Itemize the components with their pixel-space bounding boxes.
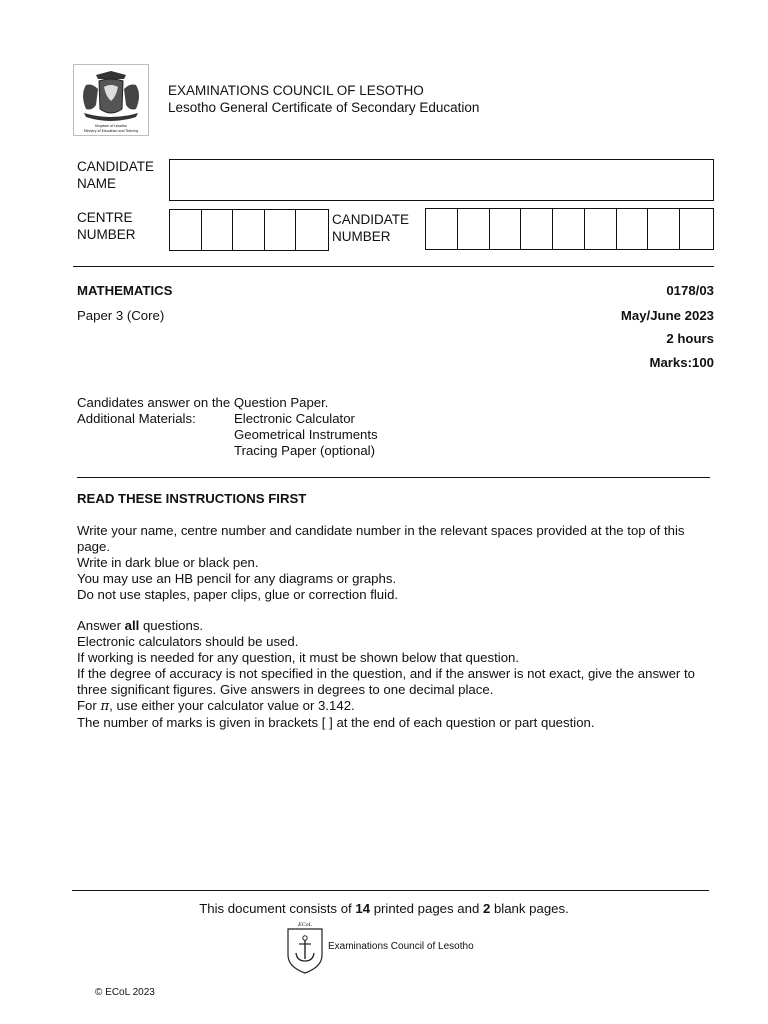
- candidate-number-field[interactable]: [425, 208, 714, 250]
- instruction-line: Write your name, centre number and candidate number in the relevant spaces provided at the top of this page.: [77, 523, 685, 554]
- certificate-name: Lesotho General Certificate of Secondary Education: [168, 100, 480, 115]
- candidate-name-field[interactable]: [169, 159, 714, 201]
- exam-duration: 2 hours: [666, 331, 714, 346]
- footer-divider: [72, 890, 709, 891]
- svg-text:Ministry of Education and Trai: Ministry of Education and Training: [83, 129, 139, 133]
- instruction-line: The number of marks is given in brackets [ ] at the end of each question or part question.: [77, 715, 595, 730]
- centre-number-box[interactable]: [202, 210, 234, 250]
- total-marks: Marks:100: [649, 355, 714, 370]
- candidate-number-box[interactable]: [490, 209, 522, 249]
- svg-text:Kingdom of Lesotho: Kingdom of Lesotho: [95, 124, 127, 128]
- subject-title: MATHEMATICS: [77, 283, 173, 298]
- instruction-line: If working is needed for any question, it must be shown below that question.: [77, 650, 520, 665]
- copyright-notice: © ECoL 2023: [95, 987, 155, 998]
- answer-on-paper-note: Candidates answer on the Question Paper.: [77, 395, 329, 410]
- candidate-number-box[interactable]: [553, 209, 585, 249]
- instruction-line: Do not use staples, paper clips, glue or correction fluid.: [77, 587, 399, 602]
- candidate-number-box[interactable]: [458, 209, 490, 249]
- svg-text:ECoL: ECoL: [298, 922, 312, 928]
- centre-number-field[interactable]: [169, 209, 329, 251]
- materials-section: [77, 395, 717, 459]
- instructions-heading: READ THESE INSTRUCTIONS FIRST: [77, 491, 307, 506]
- instruction-line: You may use an HB pencil for any diagrams or graphs.: [77, 571, 397, 586]
- exam-session: May/June 2023: [620, 308, 714, 323]
- additional-materials-label: Additional Materials:: [77, 411, 196, 426]
- candidate-name-label: CANDIDATE NAME: [77, 159, 155, 191]
- candidate-number-box[interactable]: [521, 209, 553, 249]
- centre-number-box[interactable]: [296, 210, 328, 250]
- instructions-block-2: [77, 618, 717, 731]
- instruction-line: Electronic calculators should be used.: [77, 634, 299, 649]
- pi-instruction-line: For π, use either your calculator value or 3.142.: [77, 698, 355, 714]
- council-name: EXAMINATIONS COUNCIL OF LESOTHO: [168, 83, 424, 98]
- centre-number-label: CENTRE NUMBER: [77, 210, 136, 242]
- candidate-number-box[interactable]: [585, 209, 617, 249]
- anchor-icon: [285, 921, 325, 975]
- instructions-block-1: [77, 523, 717, 603]
- centre-number-box[interactable]: [233, 210, 265, 250]
- candidate-number-box[interactable]: [617, 209, 649, 249]
- centre-number-box[interactable]: [265, 210, 297, 250]
- header-divider: [73, 266, 714, 267]
- material-item: Tracing Paper (optional): [234, 443, 375, 458]
- materials-divider: [77, 477, 710, 478]
- instruction-line: Write in dark blue or black pen.: [77, 555, 259, 570]
- paper-name: Paper 3 (Core): [77, 308, 165, 323]
- lesotho-crest-logo: [73, 64, 149, 136]
- candidate-number-label: CANDIDATE NUMBER: [332, 212, 410, 244]
- crest-icon: [74, 65, 148, 135]
- material-item: Geometrical Instruments: [234, 427, 378, 442]
- answer-all-line: Answer all questions.: [77, 618, 204, 633]
- page-count-note: This document consists of 14 printed pages and 2 blank pages.: [199, 901, 569, 916]
- candidate-number-box[interactable]: [680, 209, 713, 249]
- candidate-number-box[interactable]: [426, 209, 458, 249]
- paper-code: 0178/03: [666, 283, 714, 298]
- ecol-logo-text: Examinations Council of Lesotho: [328, 941, 474, 952]
- candidate-number-box[interactable]: [648, 209, 680, 249]
- ecol-logo: [285, 921, 325, 975]
- instruction-line: If the degree of accuracy is not specified in the question, and if the answer is not exact, give the answer to three significant figures. Give answers in degrees to one decimal place.: [77, 666, 695, 697]
- material-item: Electronic Calculator: [234, 411, 355, 426]
- centre-number-box[interactable]: [170, 210, 202, 250]
